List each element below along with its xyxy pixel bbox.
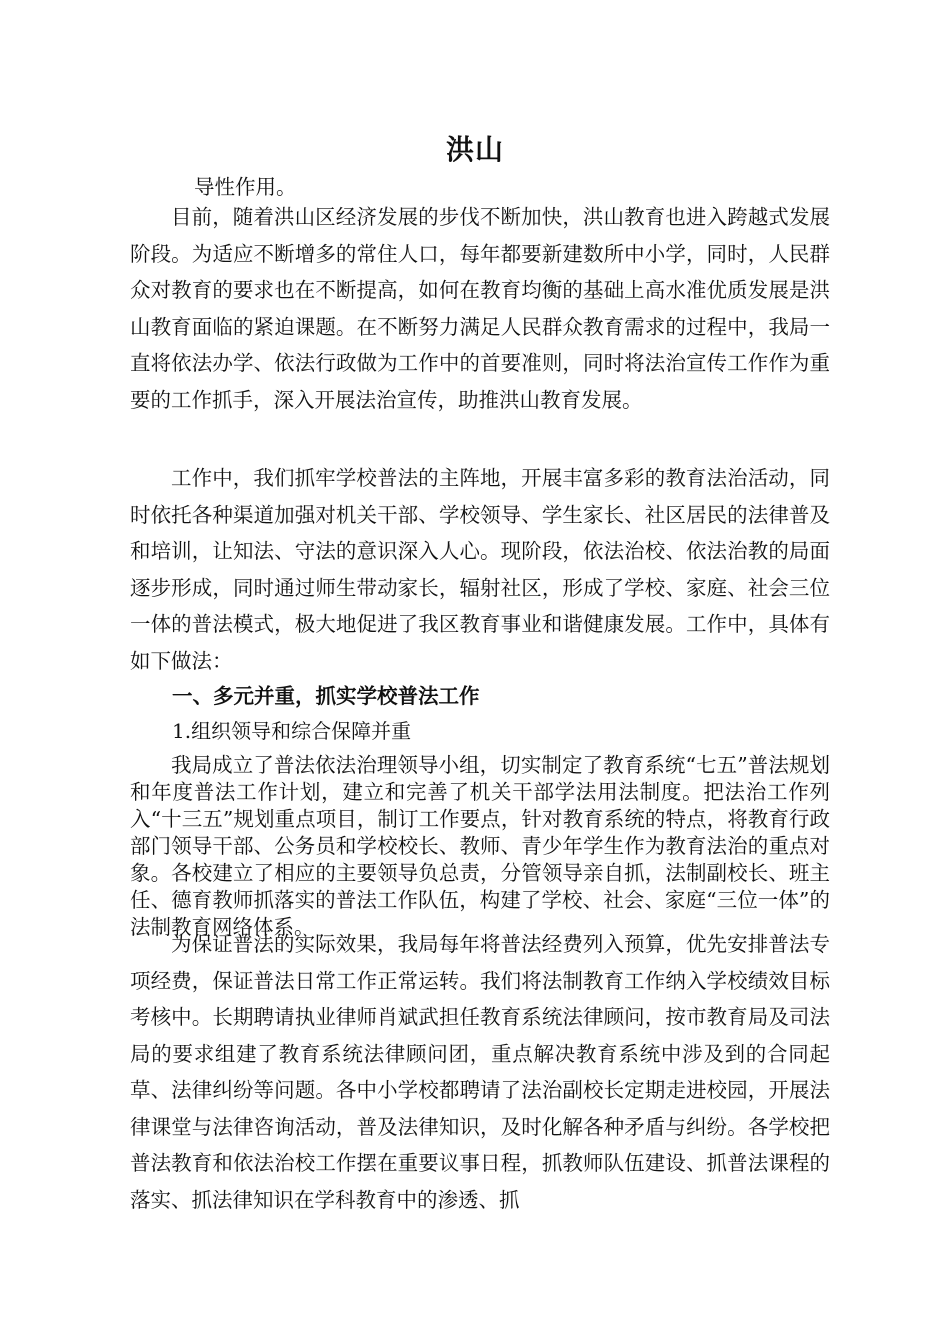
text-block-funding [130,926,830,1218]
paragraph-funding: 为保证普法的实际效果，我局每年将普法经费列入预算，优先安排普法专项经费，保证普法日常工作正常运转。我们将法制教育工作纳入学校绩效目标考核中。长期聘请执业律师肖斌武担任教育系统法律顾问，按市教育局及司法局的要求组建了教育系统法律顾问团，重点解决教育系统中涉及到的合同起草、法律纠纷等问题。各中小学校都聘请了法治副校长定期走进校园，开展法律课堂与法律咨询活动，普及法律知识，及时化解各种矛盾与纠纷。各学校把普法教育和依法治校工作摆在重要议事日程，抓教师队伍建设、抓普法课程的落实、抓法律知识在学科教育中的渗透、抓 [130,932,830,1212]
section-heading: 一、多元并重，抓实学校普法工作 [172,684,480,708]
paragraph-work-overview: 工作中，我们抓牢学校普法的主阵地，开展丰富多彩的教育法治活动，同时依托各种渠道加强对机关干部、学校领导、学生家长、社区居民的法律普及和培训，让知法、守法的意识深入人心。现阶段，依法治校、依法治教的局面逐步形成，同时通过师生带动家长，辐射社区，形成了学校、家庭、社会三位一体的普法模式，极大地促进了我区教育事业和谐健康发展。工作中，具体有如下做法： [130,466,830,673]
paragraph-leadership: 我局成立了普法依法治理领导小组，切实制定了教育系统“七五”普法规划和年度普法工作计划，建立和完善了机关干部学法用法制度。把法治工作列入“十三五”规划重点项目，制订工作要点，针对教育系统的特点，将教育行政部门领导干部、公务员和学校校长、教师、青少年学生作为教育法治的重点对象。各校建立了相应的主要领导负总责，分管领导亲自抓，法制副校长、班主任、德育教师抓落实的普法工作队伍，构建了学校、社会、家庭“三位一体”的法制教育网络体系。 [130,753,830,939]
document-title: 洪山 [445,133,504,166]
text-block-leadership [130,752,830,941]
text-block-fragment [130,172,830,202]
paragraph-current-situation: 目前，随着洪山区经济发展的步伐不断加快，洪山教育也进入跨越式发展阶段。为适应不断增多的常住人口，每年都要新建数所中小学，同时，人民群众对教育的要求也在不断提高，如何在教育均衡的基础上高水准优质发展是洪山教育面临的紧迫课题。在不断努力满足人民群众教育需求的过程中，我局一直将依法办学、依法行政做为工作中的首要准则，同时将法治宣传工作作为重要的工作抓手，深入开展法治宣传，助推洪山教育发展。 [130,205,830,412]
subsection-heading: 1.组织领导和综合保障并重 [172,719,412,743]
text-block-current [130,199,830,418]
text-block-work [130,460,830,679]
paragraph-fragment: 导性作用。 [194,175,297,199]
